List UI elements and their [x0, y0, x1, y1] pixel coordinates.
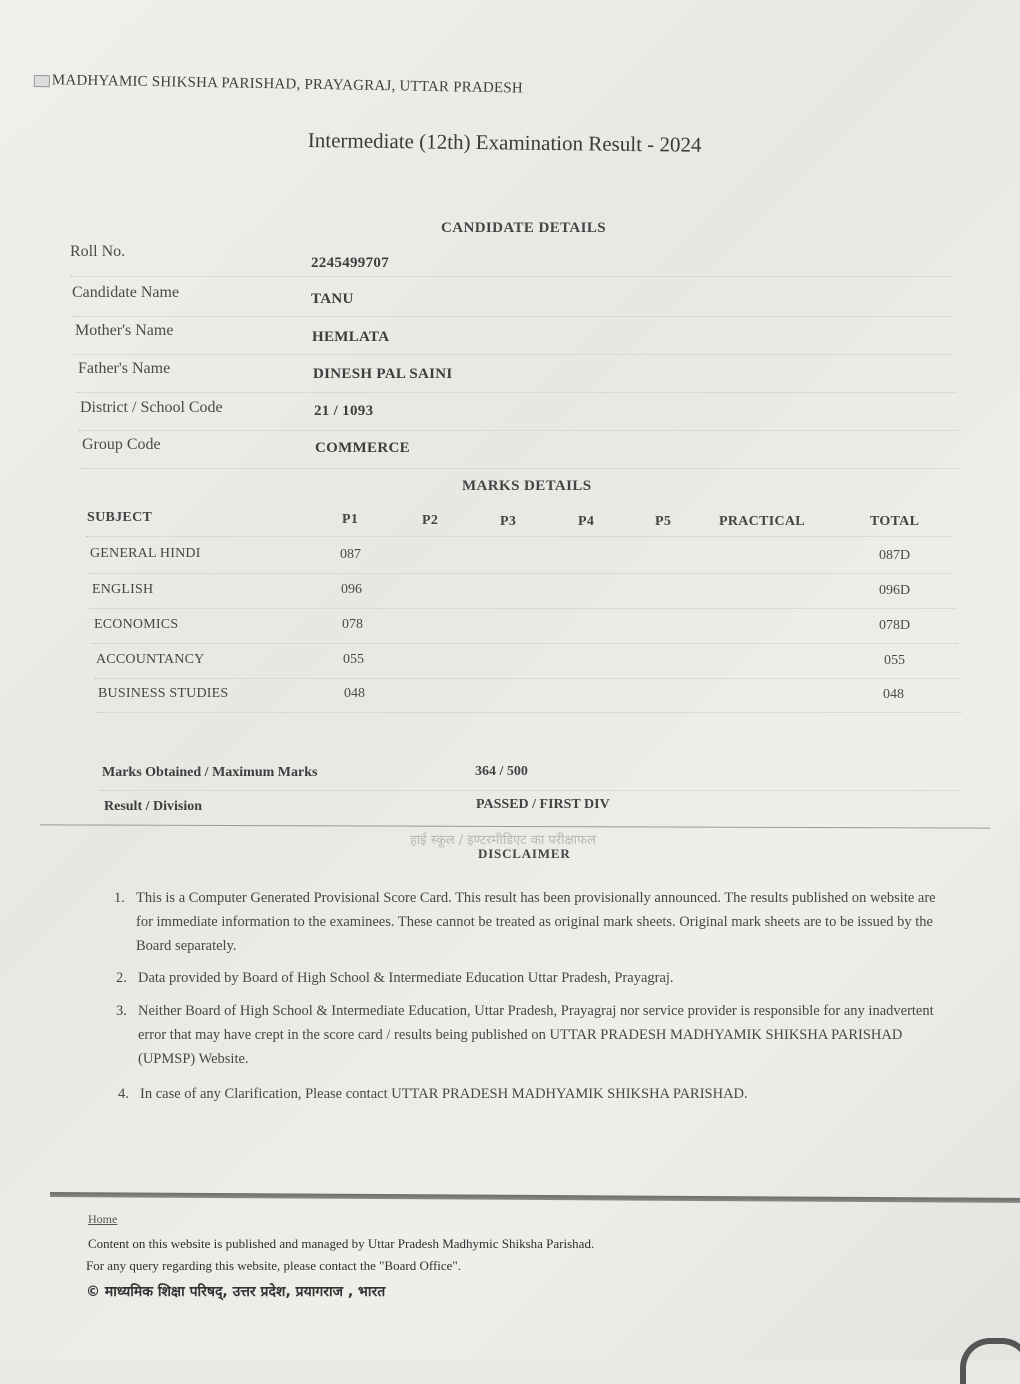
disclaimer-heading: DISCLAIMER [478, 846, 571, 861]
result-division-value: PASSED / FIRST DIV [476, 797, 610, 812]
table-row-subject: ENGLISH [92, 582, 154, 597]
footer-managed-text: Content on this website is published and managed by Uttar Pradesh Madhymic Shiksha Parishad. [88, 1236, 595, 1251]
table-row-subject: ECONOMICS [94, 617, 179, 632]
divider [40, 824, 990, 828]
marks-details-heading: MARKS DETAILS [462, 478, 592, 494]
col-p1: P1 [342, 512, 359, 527]
disclaimer-item-text: This is a Computer Generated Provisional Score Card. This result has been provisionally announced. The results published on website are for immediate information to the examinees. These cannot be treated as original mark sheets. Original mark sheets are to be issued by the Board separately. [136, 890, 936, 954]
footer-query-text: For any query regarding this website, please contact the "Board Office". [86, 1258, 461, 1273]
col-p5: P5 [655, 514, 672, 529]
disclaimer-item-text: Data provided by Board of High School & Intermediate Education Uttar Pradesh, Prayagraj. [138, 970, 674, 986]
col-total: TOTAL [870, 514, 920, 529]
roll-no-label: Roll No. [70, 243, 126, 260]
table-row-p1: 055 [343, 652, 364, 667]
footer-copyright: © माध्यमिक शिक्षा परिषद्, उत्तर प्रदेश, प्रयागराज , भारत [86, 1284, 386, 1300]
table-row-total: 096D [879, 583, 911, 598]
result-division-label: Result / Division [104, 799, 203, 814]
disclaimer-item [118, 1082, 958, 1106]
table-row-p1: 096 [341, 582, 362, 597]
table-row-subject: BUSINESS STUDIES [98, 686, 229, 701]
disclaimer-item-number: 1. [114, 890, 125, 906]
table-row-p1: 078 [342, 617, 363, 632]
col-practical: PRACTICAL [719, 514, 805, 529]
group-code-value: COMMERCE [315, 440, 410, 456]
table-row-subject: ACCOUNTANCY [96, 652, 205, 667]
faded-hindi-heading: हाई स्कूल / इण्टरमीडिएट का परीक्षाफल [410, 833, 596, 848]
mother-name-label: Mother's Name [75, 322, 174, 339]
col-p2: P2 [422, 513, 439, 528]
candidate-details-heading: CANDIDATE DETAILS [441, 220, 607, 236]
marks-obtained-value: 364 / 500 [475, 764, 528, 779]
broken-logo-icon [34, 75, 50, 87]
home-link[interactable]: Home [88, 1212, 118, 1226]
group-code-label: Group Code [82, 436, 161, 453]
col-subject: SUBJECT [87, 510, 153, 525]
disclaimer-item [116, 966, 954, 990]
candidate-name-label: Candidate Name [72, 284, 180, 301]
candidate-name-value: TANU [311, 291, 354, 307]
disclaimer-item-text: Neither Board of High School & Intermediate Education, Uttar Pradesh, Prayagraj nor service provider is responsible for any inadvertent error that may have crept in the score card / results being published on UTTAR PRADESH MADHYAMIK SHIKSHA PARISHAD (UPMSP) Website. [138, 1003, 934, 1067]
table-row-subject: GENERAL HINDI [90, 546, 201, 561]
mother-name-value: HEMLATA [312, 329, 390, 345]
father-name-value: DINESH PAL SAINI [313, 366, 453, 382]
table-row-total: 078D [879, 618, 911, 633]
disclaimer-item-text: In case of any Clarification, Please contact UTTAR PRADESH MADHYAMIK SHIKSHA PARISHAD. [140, 1086, 748, 1102]
corner-ring-icon [960, 1338, 1020, 1384]
disclaimer-item [114, 886, 952, 958]
table-row-total: 048 [883, 687, 904, 702]
disclaimer-item-number: 4. [118, 1086, 129, 1102]
exam-title: Intermediate (12th) Examination Result - 2024 [307, 128, 702, 157]
roll-no-value: 2245499707 [311, 255, 389, 271]
district-school-code-value: 21 / 1093 [314, 403, 374, 419]
father-name-label: Father's Name [78, 360, 171, 377]
organization-header [34, 72, 523, 98]
organization-name: MADHYAMIC SHIKSHA PARISHAD, PRAYAGRAJ, UTTAR PRADESH [51, 72, 524, 97]
table-row-p1: 048 [344, 686, 365, 701]
table-row-total: 055 [884, 653, 905, 668]
disclaimer-item-number: 3. [116, 1003, 127, 1019]
disclaimer-item [116, 999, 956, 1071]
col-p3: P3 [500, 514, 517, 529]
table-row-total: 087D [879, 548, 911, 563]
table-row-p1: 087 [340, 547, 361, 562]
disclaimer-item-number: 2. [116, 970, 127, 986]
marks-obtained-label: Marks Obtained / Maximum Marks [102, 765, 318, 780]
district-school-code-label: District / School Code [80, 399, 223, 416]
footer-bar [50, 1192, 1020, 1203]
col-p4: P4 [578, 514, 595, 529]
